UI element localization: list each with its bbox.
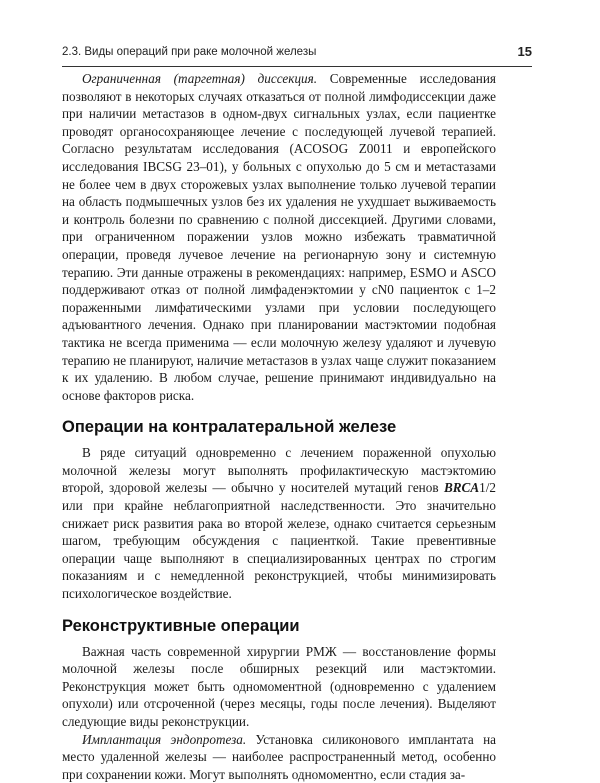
paragraph-contralateral [62, 444, 496, 602]
paragraph-text: 1/2 или при крайне неблагоприятной наследственности. Это значительно снижает риск развития рака во второй железе, однако считается серьезным шагом, требующим обсуждения с пациенткой. Такие превентивные операции чаще выполняют в специализированных центрах по строгим показаниям и с немедленной реконструкцией, чтобы минимизировать психологическое воздействие. [62, 480, 496, 602]
paragraph-text: Современные исследования позволяют в некоторых случаях отказаться от полной лимфодиссекции даже при наличии метастазов в одном-двух сигнальных узлах, если пациентке проводят органосохраняющее лечение с последующей лучевой терапией. Согласно результатам исследования (ACOSOG Z0011 и европейского исследования IBCSG 23–01), у больных с опухолью до 5 см и метастазами не более чем в двух сторожевых узлах выполнение только лучевой терапии на область подмышечных узлов без их удаления не ухудшает выживаемость и контроль болезни по сравнению с полной диссекцией. Другими словами, при ограниченном поражении узлов можно избежать травматичной операции, проведя лучевое лечение на регионарную зону и системную терапию. Эти данные отражены в рекомендациях: например, ESMO и ASCO поддерживают отказ от полной лимфаденэктомии у cN0 пациенток с 1–2 пораженными лимфатическими узлами при условии последующего адъювантного лечения. Однако при планировании мастэктомии подобная тактика не всегда применима — если молочную железу удаляют и лучевую терапию не планируют, наличие метастазов в узлах чаще служит показанием к их удалению. В любом случае, решение принимают индивидуально на основе факторов риска. [62, 71, 496, 403]
paragraph-reconstruction: Важная часть современной хирургии РМЖ — восстановление формы молочной железы после обширных резекций или мастэктомии. Реконструкция может быть одномоментной (одновременно с удалением опухоли) или отсроченной (через месяцы, годы после лечения). Выделяют следующие виды реконструкции. [62, 643, 496, 729]
paragraph-lead: Ограниченная (таргетная) диссекция. [82, 71, 318, 86]
paragraph-lead: Имплантация эндопротеза. [82, 731, 247, 747]
paragraph-implant [62, 731, 496, 783]
paragraph-text: В ряде ситуаций одновременно с лечением пораженной опухолью молочной железы могут выполнять профилактическую мастэктомию второй, здоровой железы — обычно у носителей мутаций генов [62, 445, 496, 496]
body-text [62, 70, 496, 783]
section-title: 2.3. Виды операций при раке молочной железы [62, 46, 317, 58]
heading-reconstructive: Реконструктивные операции [62, 616, 300, 635]
gene-name: BRCA [443, 480, 480, 496]
paragraph-targeted-dissection [62, 70, 496, 404]
page-number: 15 [517, 44, 532, 59]
running-header [62, 44, 532, 67]
heading-contralateral: Операции на контралатеральной железе [62, 418, 397, 437]
paragraph-text: Установка силиконового имплантата на место удаленной железы — наиболее распространенный метод, особенно при сохранении кожи. Могут выполнять одномоментно, если стадия за- [62, 731, 496, 782]
